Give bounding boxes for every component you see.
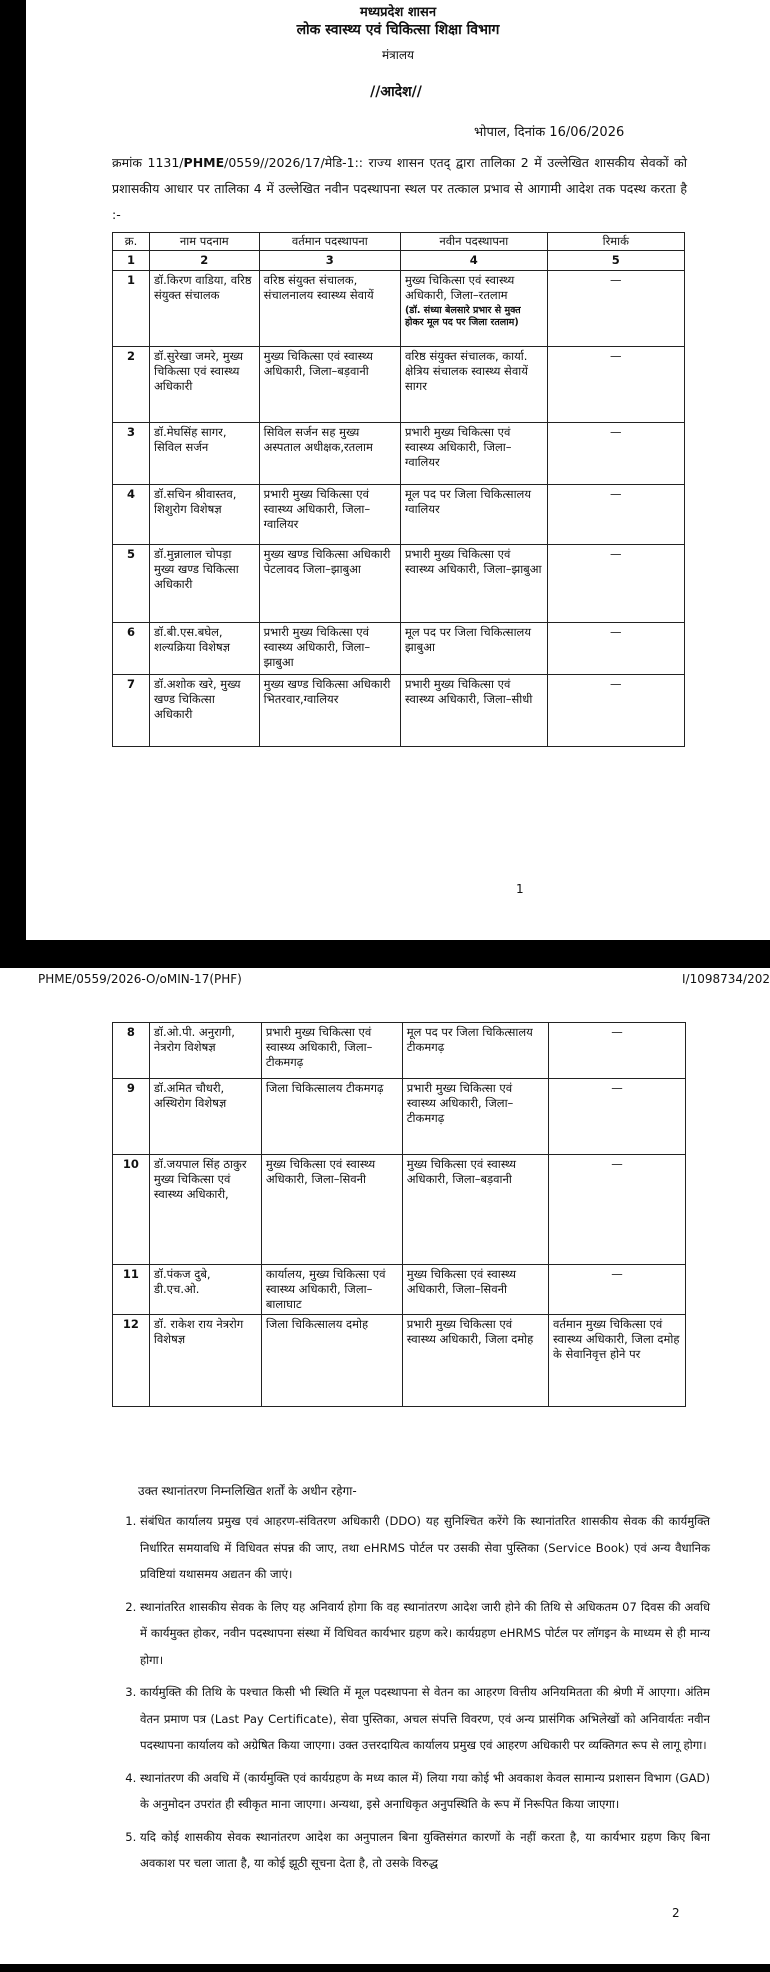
intro-code: PHME <box>183 155 225 170</box>
row-new-posting: मूल पद पर जिला चिकित्सालय टीकमगढ़ <box>402 1023 548 1079</box>
row-new-posting-text: मुख्य चिकित्सा एवं स्वास्थ्य अधिकारी, जिला–रतलाम <box>404 273 515 302</box>
row-remark: — <box>547 545 684 623</box>
header-new-posting: नवीन पदस्थापना <box>400 233 547 251</box>
row-sn: 5 <box>113 545 150 623</box>
table-row <box>113 1265 686 1315</box>
place-date: भोपाल, दिनांक 16/06/2026 <box>474 125 625 140</box>
header-name: नाम पदनाम <box>149 233 259 251</box>
row-current-posting: मुख्य चिकित्सा एवं स्वास्थ्य अधिकारी, जिला–बड़वानी <box>259 347 400 423</box>
table-row <box>113 545 685 623</box>
row-name: डॉ.सचिन श्रीवास्तव, शिशुरोग विशेषज्ञ <box>149 485 259 545</box>
row-new-posting: प्रभारी मुख्य चिकित्सा एवं स्वास्थ्य अधिकारी, जिला–सीधी <box>400 675 547 747</box>
row-remark: — <box>548 1265 685 1315</box>
col-number: 1 <box>113 251 150 271</box>
row-sn: 12 <box>113 1315 150 1407</box>
table-row <box>113 271 685 347</box>
row-current-posting: सिविल सर्जन सह मुख्य अस्पताल अधीक्षक,रतलाम <box>259 423 400 485</box>
table-row <box>113 485 685 545</box>
column-number-row <box>113 251 685 271</box>
row-sn: 1 <box>113 271 150 347</box>
col-number: 2 <box>149 251 259 271</box>
row-name: डॉ.किरण वाडिया, वरिष्ठ संयुक्त संचालक <box>149 271 259 347</box>
row-remark: वर्तमान मुख्य चिकित्सा एवं स्वास्थ्य अधिकारी, जिला दमोह के सेवानिवृत्त होने पर <box>548 1315 685 1407</box>
row-name: डॉ.पंकज दुबे, डी.एच.ओ. <box>149 1265 261 1315</box>
secretariat-heading: मंत्रालय <box>381 48 414 62</box>
col-number: 5 <box>547 251 684 271</box>
row-name: डॉ.सुरेखा जमरे, मुख्य चिकित्सा एवं स्वास्थ्य अधिकारी <box>149 347 259 423</box>
row-new-posting: प्रभारी मुख्य चिकित्सा एवं स्वास्थ्य अधिकारी, जिला–झाबुआ <box>400 545 547 623</box>
order-title: //आदेश// <box>370 84 422 100</box>
row-sn: 4 <box>113 485 150 545</box>
row-new-posting: प्रभारी मुख्य चिकित्सा एवं स्वास्थ्य अधिकारी, जिला–ग्वालियर <box>400 423 547 485</box>
row-current-posting: प्रभारी मुख्य चिकित्सा एवं स्वास्थ्य अधिकारी, जिला–झाबुआ <box>259 623 400 675</box>
document-reference: I/1098734/202 <box>682 972 770 986</box>
header-sn: क्र. <box>113 233 150 251</box>
row-remark: — <box>547 423 684 485</box>
row-sn: 9 <box>113 1079 150 1155</box>
col-number: 4 <box>400 251 547 271</box>
row-new-posting <box>400 271 547 347</box>
row-current-posting: मुख्य खण्ड चिकित्सा अधिकारी पेटलावद जिला–झाबुआ <box>259 545 400 623</box>
state-heading: मध्यप्रदेश शासन <box>359 5 437 20</box>
row-new-posting: मूल पद पर जिला चिकित्सालय ग्वालियर <box>400 485 547 545</box>
row-new-posting: मूल पद पर जिला चिकित्सालय झाबुआ <box>400 623 547 675</box>
row-new-posting: वरिष्ठ संयुक्त संचालक, कार्या. क्षेत्रिय संचालक स्वास्थ्य सेवायें सागर <box>400 347 547 423</box>
row-new-posting-note: (डॉ. संध्या बेलसारे प्रभार से मुक्त होकर मूल पद पर जिला रतलाम) <box>404 305 521 328</box>
row-sn: 8 <box>113 1023 150 1079</box>
row-new-posting: मुख्य चिकित्सा एवं स्वास्थ्य अधिकारी, जिला–बड़वानी <box>402 1155 548 1265</box>
condition-item: 5. यदि कोई शासकीय सेवक स्थानांतरण आदेश का अनुपालन बिना युक्तिसंगत कारणों के नहीं करता है, या कार्यभार ग्रहण किए बिना अवकाश पर चला जाता है, या कोई झूठी सूचना देता है, तो उसके विरुद्ध <box>140 1824 710 1877</box>
row-remark: — <box>548 1079 685 1155</box>
row-remark: — <box>548 1023 685 1079</box>
row-name: डॉ.जयपाल सिंह ठाकुर मुख्य चिकित्सा एवं स्वास्थ्य अधिकारी, <box>149 1155 261 1265</box>
header-current-posting: वर्तमान पदस्थापना <box>259 233 400 251</box>
header-remark: रिमार्क <box>547 233 684 251</box>
condition-item: 1. संबंधित कार्यालय प्रमुख एवं आहरण-संवितरण अधिकारी (DDO) यह सुनिश्चित करेंगे कि स्थानांतरित शासकीय सेवक की कार्यमुक्ति निर्धारित समयावधि में विधिवत संपन्न की जाए, तथा eHRMS पोर्टल पर उसकी सेवा पुस्तिका (Service Book) एवं अन्य वैधानिक प्रविष्टियां यथासमय अद्यतन की जाएं। <box>140 1508 710 1588</box>
row-sn: 6 <box>113 623 150 675</box>
row-new-posting: प्रभारी मुख्य चिकित्सा एवं स्वास्थ्य अधिकारी, जिला–टीकमगढ़ <box>402 1079 548 1155</box>
intro-rest: /0559//2026/17/मेडि-1:: राज्य शासन एतद् द्वारा तालिका 2 में उल्लेखित शासकीय सेवकों को प्रशासकीय आधार पर तालिका 4 में उल्लेखित नवीन पदस्थापना स्थल पर तत्काल प्रभाव से आगामी आदेश तक पदस्थ करता है :- <box>112 155 687 222</box>
transfer-table-page-2 <box>112 1022 686 1407</box>
row-remark: — <box>547 485 684 545</box>
row-remark: — <box>547 347 684 423</box>
page-2-reference-strip <box>0 968 770 988</box>
conditions-list <box>118 1508 710 1883</box>
table-row <box>113 675 685 747</box>
page-number: 2 <box>672 1906 680 1920</box>
row-sn: 10 <box>113 1155 150 1265</box>
row-name: डॉ. राकेश राय नेत्ररोग विशेषज्ञ <box>149 1315 261 1407</box>
row-name: डॉ.मेघसिंह सागर, सिविल सर्जन <box>149 423 259 485</box>
department-heading: लोक स्वास्थ्य एवं चिकित्सा शिक्षा विभाग <box>296 22 500 38</box>
row-current-posting: जिला चिकित्सालय टीकमगढ़ <box>261 1079 402 1155</box>
table-row <box>113 423 685 485</box>
row-current-posting: प्रभारी मुख्य चिकित्सा एवं स्वास्थ्य अधिकारी, जिला–टीकमगढ़ <box>261 1023 402 1079</box>
row-remark: — <box>547 271 684 347</box>
row-current-posting: जिला चिकित्सालय दमोह <box>261 1315 402 1407</box>
condition-item: 3. कार्यमुक्ति की तिथि के पश्चात किसी भी स्थिति में मूल पदस्थापना से वेतन का आहरण वित्तीय अनियमितता की श्रेणी में आएगा। अंतिम वेतन प्रमाण पत्र (Last Pay Certificate), सेवा पुस्तिका, अचल संपत्ति विवरण, एवं अन्य प्रासंगिक अभिलेखों को अनिवार्यतः नवीन पदस्थापना कार्यालय को अग्रेषित किया जाएगा। उक्त उत्तरदायित्व कार्यालय प्रमुख एवं आहरण अधिकारी पर व्यक्तिगत रूप से लागू होगा। <box>140 1679 710 1759</box>
row-current-posting: कार्यालय, मुख्य चिकित्सा एवं स्वास्थ्य अधिकारी, जिला–बालाघाट <box>261 1265 402 1315</box>
row-name: डॉ.बी.एस.बघेल, शल्यक्रिया विशेषज्ञ <box>149 623 259 675</box>
row-new-posting: मुख्य चिकित्सा एवं स्वास्थ्य अधिकारी, जिला–सिवनी <box>402 1265 548 1315</box>
row-sn: 11 <box>113 1265 150 1315</box>
order-intro <box>112 150 687 228</box>
row-name: डॉ.मुन्नालाल चोपड़ा मुख्य खण्ड चिकित्सा अधिकारी <box>149 545 259 623</box>
table-row <box>113 1315 686 1407</box>
row-sn: 3 <box>113 423 150 485</box>
row-new-posting: प्रभारी मुख्य चिकित्सा एवं स्वास्थ्य अधिकारी, जिला दमोह <box>402 1315 548 1407</box>
row-name: डॉ.अशोक खरे, मुख्य खण्ड चिकित्सा अधिकारी <box>149 675 259 747</box>
conditions-title: उक्त स्थानांतरण निम्नलिखित शर्तों के अधीन रहेगा- <box>138 1484 357 1498</box>
row-current-posting: मुख्य खण्ड चिकित्सा अधिकारी भितरवार,ग्वालियर <box>259 675 400 747</box>
table-header-row <box>113 233 685 251</box>
intro-prefix: क्रमांक 1131/ <box>112 155 184 170</box>
row-remark: — <box>548 1155 685 1265</box>
row-current-posting: मुख्य चिकित्सा एवं स्वास्थ्य अधिकारी, जिला–सिवनी <box>261 1155 402 1265</box>
table-row <box>113 1155 686 1265</box>
row-sn: 2 <box>113 347 150 423</box>
table-row <box>113 1023 686 1079</box>
row-current-posting: वरिष्ठ संयुक्त संचालक, संचालनालय स्वास्थ्य सेवायें <box>259 271 400 347</box>
file-reference: PHME/0559/2026-O/oMIN-17(PHF) <box>38 972 242 986</box>
row-remark: — <box>547 623 684 675</box>
col-number: 3 <box>259 251 400 271</box>
condition-item: 4. स्थानांतरण की अवधि में (कार्यमुक्ति एवं कार्यग्रहण के मध्य काल में) लिया गया कोई भी अवकाश केवल सामान्य प्रशासन विभाग (GAD) के अनुमोदन उपरांत ही स्वीकृत माना जाएगा। अन्यथा, इसे अनाधिकृत अनुपस्थिति के रूप में निरूपित किया जाएगा। <box>140 1765 710 1818</box>
row-remark: — <box>547 675 684 747</box>
transfer-table-page-1 <box>112 232 685 747</box>
table-row <box>113 347 685 423</box>
row-name: डॉ.अमित चौधरी, अस्थिरोग विशेषज्ञ <box>149 1079 261 1155</box>
row-name: डॉ.ओ.पी. अनुरागी, नेत्ररोग विशेषज्ञ <box>149 1023 261 1079</box>
condition-item: 2. स्थानांतरित शासकीय सेवक के लिए यह अनिवार्य होगा कि वह स्थानांतरण आदेश जारी होने की तिथि से अधिकतम 07 दिवस की अवधि में कार्यमुक्त होकर, नवीन पदस्थापना संस्था में विधिवत कार्यभार ग्रहण करे। कार्यग्रहण eHRMS पोर्टल पर लॉगइन के माध्यम से ही मान्य होगा। <box>140 1594 710 1674</box>
page-number: 1 <box>516 882 524 896</box>
table-row <box>113 1079 686 1155</box>
row-current-posting: प्रभारी मुख्य चिकित्सा एवं स्वास्थ्य अधिकारी, जिला–ग्वालियर <box>259 485 400 545</box>
table-row <box>113 623 685 675</box>
row-sn: 7 <box>113 675 150 747</box>
